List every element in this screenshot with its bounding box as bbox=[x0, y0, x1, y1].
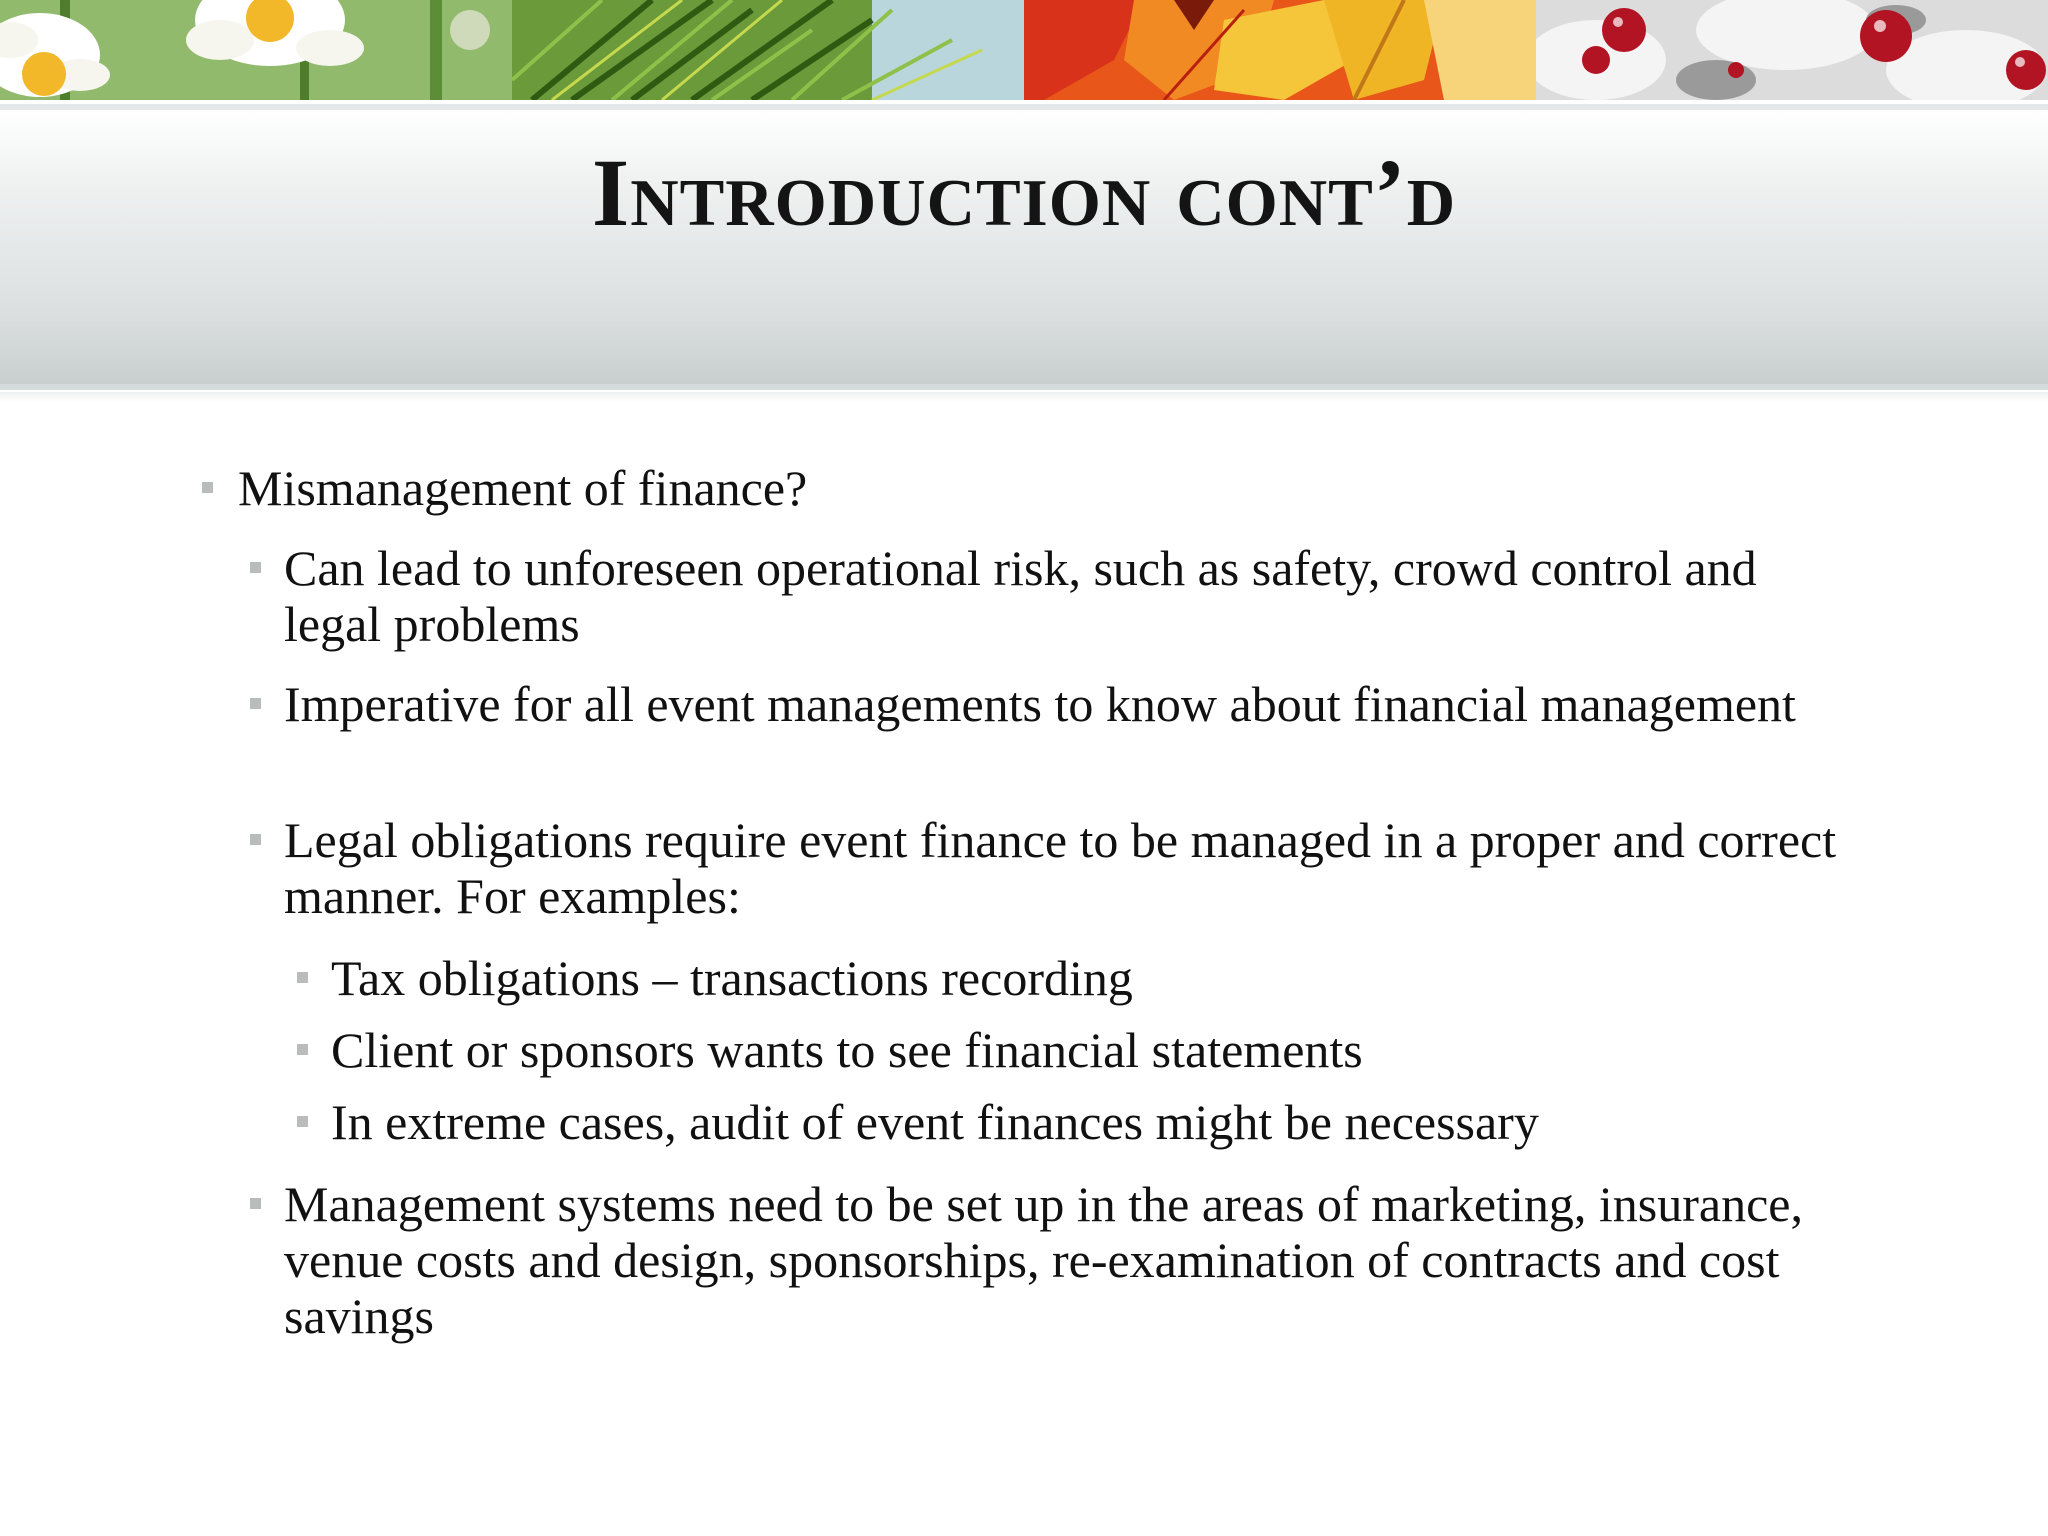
bullet-marker-icon bbox=[297, 1044, 308, 1055]
bullet-text: Client or sponsors wants to see financial statements bbox=[331, 1022, 1363, 1078]
bullet-item bbox=[284, 1176, 1844, 1344]
bullet-text: Mismanagement of finance? bbox=[238, 460, 808, 516]
bullet-marker-icon bbox=[250, 1198, 261, 1209]
seasonal-banner bbox=[0, 0, 2048, 100]
bullet-item bbox=[331, 1094, 1811, 1150]
bullet-text: Can lead to unforeseen operational risk, such as safety, crowd control and legal problems bbox=[284, 540, 1757, 652]
bullet-text: Legal obligations require event finance to be managed in a proper and correct manner. For examples: bbox=[284, 812, 1837, 924]
bullet-item bbox=[284, 540, 1844, 652]
bullet-item bbox=[331, 1022, 1811, 1078]
daisy-flowers-image bbox=[0, 0, 512, 100]
bullet-item bbox=[331, 950, 1811, 1006]
bullet-marker-icon bbox=[297, 1116, 308, 1127]
bullet-item bbox=[284, 812, 1844, 924]
bullet-text: Management systems need to be set up in the areas of marketing, insurance, venue costs and design, sponsorships, re-examination of contracts and cost savings bbox=[284, 1176, 1803, 1344]
bullet-marker-icon bbox=[250, 698, 261, 709]
autumn-leaves-image bbox=[1024, 0, 1536, 100]
bullet-marker-icon bbox=[202, 482, 213, 493]
bullet-marker-icon bbox=[297, 972, 308, 983]
slide-title: Introduction cont’d bbox=[591, 139, 1457, 246]
bullet-text: In extreme cases, audit of event finances might be necessary bbox=[331, 1094, 1539, 1150]
bullet-text: Imperative for all event managements to know about financial management bbox=[284, 676, 1796, 732]
bullet-item bbox=[238, 460, 1798, 516]
bullet-marker-icon bbox=[250, 562, 261, 573]
bullet-item bbox=[284, 676, 1844, 732]
bullet-marker-icon bbox=[250, 834, 261, 845]
winter-berries-image bbox=[1536, 0, 2048, 100]
bullet-text: Tax obligations – transactions recording bbox=[331, 950, 1133, 1006]
palm-leaves-image bbox=[512, 0, 1024, 100]
